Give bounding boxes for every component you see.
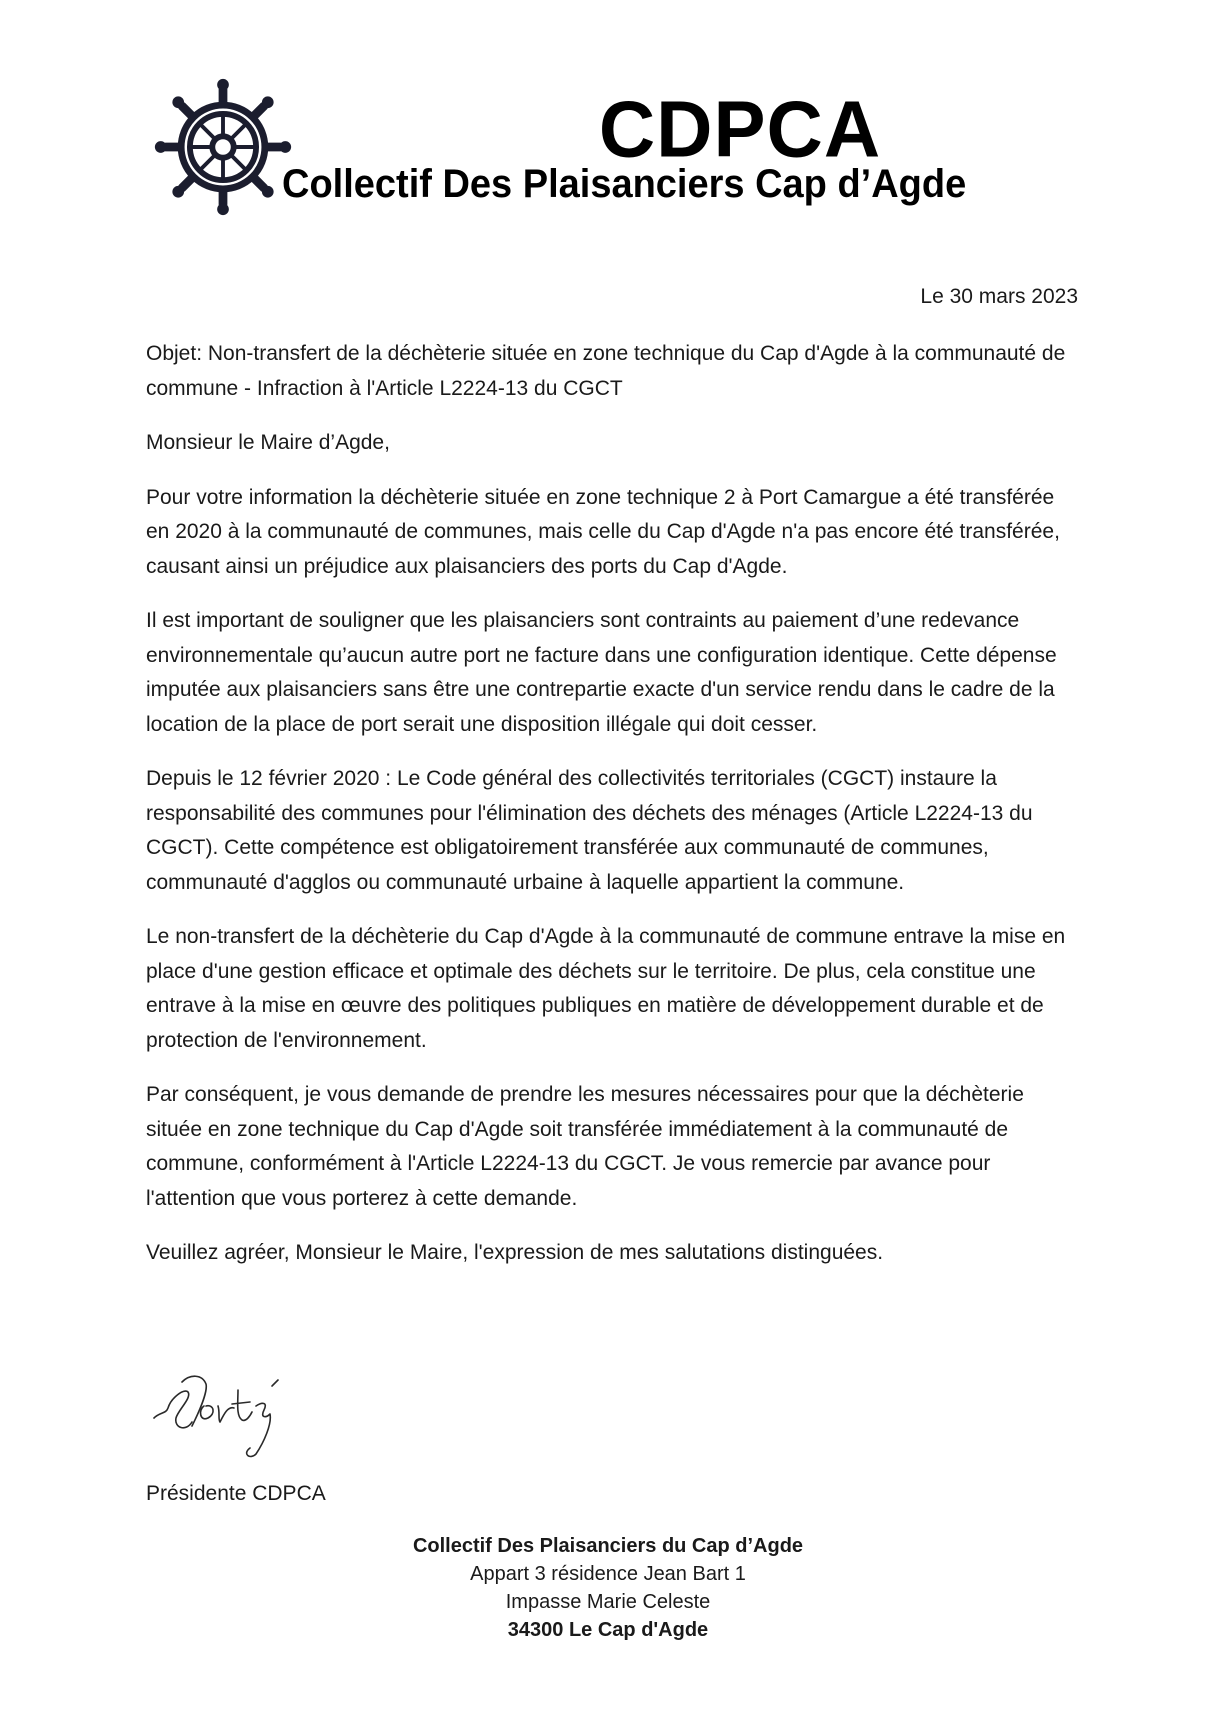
footer-address-line: Impasse Marie Celeste — [505, 1591, 711, 1613]
letter-paragraph: Le non-transfert de la déchèterie du Cap d'Agde à la communauté de commune entrave la mise en place d'une gestion efficace et optimale des déchets sur le territoire. De plus, cela constitue une entrave à la mise en œuvre des politiques publiques en matière de développement durable et de protection de l'environnement. — [146, 925, 1066, 1052]
organization-full-name: Collectif Des Plaisanciers Cap d’Agde — [282, 162, 967, 207]
footer-address — [0, 1532, 1216, 1644]
letter-body — [146, 337, 1080, 1291]
letter-salutation: Monsieur le Maire d’Agde, — [146, 431, 390, 454]
letter-paragraph: Depuis le 12 février 2020 : Le Code général des collectivités territoriales (CGCT) instaure la responsabilité des communes pour l'élimination des déchets des ménages (Article L2224-13 du CGCT). Cette compétence est obligatoirement transférée aux communauté de communes, communauté d'agglos ou communauté urbaine à laquelle appartient la commune. — [146, 767, 1033, 894]
organization-acronym: CDPCA — [598, 84, 882, 174]
letter-paragraph: Pour votre information la déchèterie située en zone technique 2 à Port Camargue a été transférée en 2020 à la communauté de communes, mais celle du Cap d'Agde n'a pas encore été transférée, causant ainsi un préjudice aux plaisanciers des ports du Cap d'Agde. — [146, 485, 1060, 578]
letter-subject: Objet: Non-transfert de la déchèterie située en zone technique du Cap d'Agde à la communauté de commune - Infraction à l'Article L2224-13 du CGCT — [146, 342, 1066, 400]
letter-paragraph: Par conséquent, je vous demande de prendre les mesures nécessaires pour que la déchèterie située en zone technique du Cap d'Agde soit transférée immédiatement à la communauté de commune, conformément à l'Article L2224-13 du CGCT. Je vous remercie par avance pour l'attention que vous porterez à cette demande. — [146, 1083, 1024, 1210]
ship-wheel-icon — [150, 74, 296, 220]
handwritten-signature — [146, 1362, 306, 1462]
footer-city: 34300 Le Cap d'Agde — [507, 1619, 709, 1641]
letter-paragraph: Il est important de souligner que les plaisanciers sont contraints au paiement d’une redevance environnementale qu’aucun autre port ne facture dans une configuration identique. Cette dépense imputée aux plaisanciers sans être une contrepartie exacte d'un service rendu dans le cadre de la location de la place de port serait une disposition illégale qui doit cesser. — [146, 609, 1057, 736]
signatory-title: Présidente CDPCA — [146, 1482, 326, 1505]
footer-address-line: Appart 3 résidence Jean Bart 1 — [470, 1563, 746, 1585]
letter-date: Le 30 mars 2023 — [920, 285, 1078, 308]
letter-closing: Veuillez agréer, Monsieur le Maire, l'expression de mes salutations distinguées. — [146, 1241, 884, 1264]
footer-organization: Collectif Des Plaisanciers du Cap d’Agde — [412, 1535, 804, 1557]
